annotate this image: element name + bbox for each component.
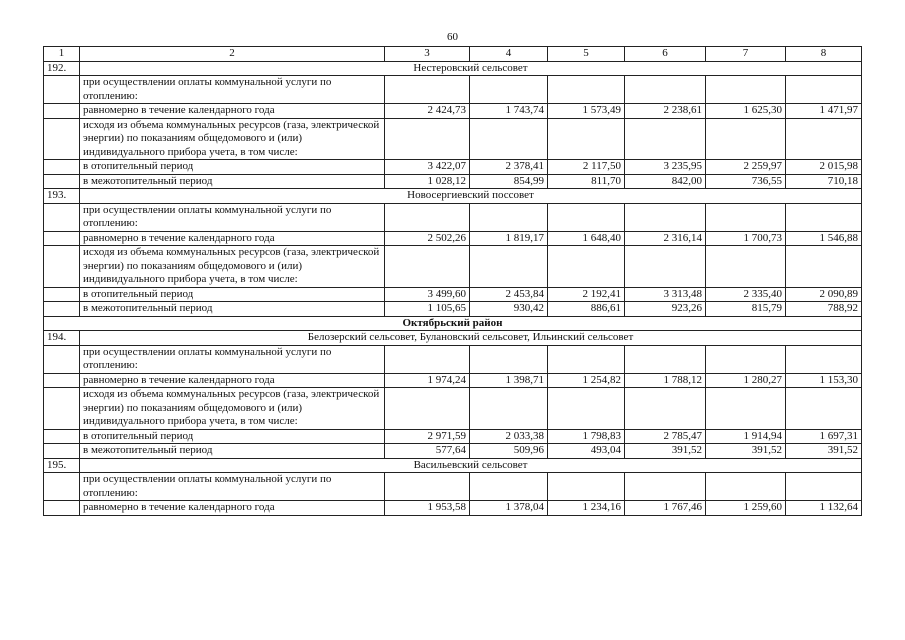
row-label: равномерно в течение календарного года xyxy=(80,373,385,388)
heating-row xyxy=(44,287,862,302)
heating-row xyxy=(44,160,862,175)
value-cell: 1 625,30 xyxy=(706,104,786,119)
empty-cell xyxy=(44,118,80,160)
column-header: 4 xyxy=(470,47,548,62)
empty-cell xyxy=(44,444,80,459)
row-label: в отопительный период xyxy=(80,429,385,444)
empty-cell xyxy=(786,345,862,373)
column-header: 7 xyxy=(706,47,786,62)
row-label: равномерно в течение календарного года xyxy=(80,104,385,119)
empty-cell xyxy=(625,118,706,160)
table-body xyxy=(44,47,862,516)
empty-cell xyxy=(44,473,80,501)
value-cell: 923,26 xyxy=(625,302,706,317)
empty-cell xyxy=(470,345,548,373)
value-cell: 2 259,97 xyxy=(706,160,786,175)
heating-row xyxy=(44,429,862,444)
row-label: равномерно в течение календарного года xyxy=(80,231,385,246)
section-name: Нестеровский сельсовет xyxy=(80,61,862,76)
empty-cell xyxy=(786,118,862,160)
value-cell: 3 422,07 xyxy=(385,160,470,175)
value-cell: 3 499,60 xyxy=(385,287,470,302)
empty-cell xyxy=(44,174,80,189)
value-cell: 2 316,14 xyxy=(625,231,706,246)
empty-cell xyxy=(786,473,862,501)
section-name: Васильевский сельсовет xyxy=(80,458,862,473)
empty-cell xyxy=(786,76,862,104)
empty-cell xyxy=(470,118,548,160)
evenly-row xyxy=(44,231,862,246)
empty-cell xyxy=(44,231,80,246)
value-cell: 493,04 xyxy=(548,444,625,459)
value-cell: 1 573,49 xyxy=(548,104,625,119)
value-cell: 2 971,59 xyxy=(385,429,470,444)
row-label: в межотопительный период xyxy=(80,174,385,189)
value-cell: 1 788,12 xyxy=(625,373,706,388)
value-cell: 1 234,16 xyxy=(548,501,625,516)
empty-cell xyxy=(44,501,80,516)
empty-cell xyxy=(470,388,548,430)
value-cell: 1 398,71 xyxy=(470,373,548,388)
value-cell: 509,96 xyxy=(470,444,548,459)
row-label: при осуществлении оплаты коммунальной услуги по отоплению: xyxy=(80,203,385,231)
value-cell: 1 471,97 xyxy=(786,104,862,119)
value-cell: 1 254,82 xyxy=(548,373,625,388)
intro-row xyxy=(44,473,862,501)
value-cell: 930,42 xyxy=(470,302,548,317)
evenly-row xyxy=(44,373,862,388)
intro-row xyxy=(44,345,862,373)
value-cell: 1 546,88 xyxy=(786,231,862,246)
row-label: исходя из объема коммунальных ресурсов (газа, электрической энергии) по показаниям общедомового и (или) индивидуального прибора учета, в том числе: xyxy=(80,118,385,160)
value-cell: 1 259,60 xyxy=(706,501,786,516)
column-header: 5 xyxy=(548,47,625,62)
value-cell: 1 767,46 xyxy=(625,501,706,516)
empty-cell xyxy=(44,246,80,288)
value-cell: 2 238,61 xyxy=(625,104,706,119)
value-cell: 854,99 xyxy=(470,174,548,189)
value-cell: 811,70 xyxy=(548,174,625,189)
section-header-row xyxy=(44,331,862,346)
section-header-row xyxy=(44,458,862,473)
value-cell: 1 798,83 xyxy=(548,429,625,444)
value-cell: 1 700,73 xyxy=(706,231,786,246)
row-label: равномерно в течение календарного года xyxy=(80,501,385,516)
empty-cell xyxy=(385,246,470,288)
column-header: 8 xyxy=(786,47,862,62)
value-cell: 1 648,40 xyxy=(548,231,625,246)
section-number: 192. xyxy=(44,61,80,76)
basis-row xyxy=(44,388,862,430)
empty-cell xyxy=(706,76,786,104)
evenly-row xyxy=(44,501,862,516)
value-cell: 1 378,04 xyxy=(470,501,548,516)
value-cell: 1 132,64 xyxy=(786,501,862,516)
empty-cell xyxy=(625,76,706,104)
value-cell: 736,55 xyxy=(706,174,786,189)
empty-cell xyxy=(44,76,80,104)
value-cell: 1 743,74 xyxy=(470,104,548,119)
row-label: исходя из объема коммунальных ресурсов (газа, электрической энергии) по показаниям общедомового и (или) индивидуального прибора учета, в том числе: xyxy=(80,388,385,430)
value-cell: 886,61 xyxy=(548,302,625,317)
row-label: при осуществлении оплаты коммунальной услуги по отоплению: xyxy=(80,76,385,104)
page-number: 60 xyxy=(447,31,458,43)
value-cell: 2 335,40 xyxy=(706,287,786,302)
value-cell: 1 697,31 xyxy=(786,429,862,444)
value-cell: 2 033,38 xyxy=(470,429,548,444)
value-cell: 710,18 xyxy=(786,174,862,189)
value-cell: 2 453,84 xyxy=(470,287,548,302)
value-cell: 2 378,41 xyxy=(470,160,548,175)
empty-cell xyxy=(706,246,786,288)
section-number: 195. xyxy=(44,458,80,473)
interheating-row xyxy=(44,174,862,189)
empty-cell xyxy=(385,118,470,160)
empty-cell xyxy=(786,388,862,430)
district-header-row xyxy=(44,316,862,331)
column-header: 3 xyxy=(385,47,470,62)
section-number: 194. xyxy=(44,331,80,346)
basis-row xyxy=(44,246,862,288)
intro-row xyxy=(44,76,862,104)
column-header-row xyxy=(44,47,862,62)
section-number: 193. xyxy=(44,189,80,204)
empty-cell xyxy=(786,203,862,231)
value-cell: 842,00 xyxy=(625,174,706,189)
district-name: Октябрьский район xyxy=(44,316,862,331)
empty-cell xyxy=(786,246,862,288)
interheating-row xyxy=(44,444,862,459)
value-cell: 2 090,89 xyxy=(786,287,862,302)
empty-cell xyxy=(44,160,80,175)
value-cell: 1 028,12 xyxy=(385,174,470,189)
value-cell: 577,64 xyxy=(385,444,470,459)
empty-cell xyxy=(44,302,80,317)
empty-cell xyxy=(385,388,470,430)
empty-cell xyxy=(548,246,625,288)
empty-cell xyxy=(548,473,625,501)
evenly-row xyxy=(44,104,862,119)
empty-cell xyxy=(44,429,80,444)
empty-cell xyxy=(548,118,625,160)
section-name: Белозерский сельсовет, Булановский сельсовет, Ильинский сельсовет xyxy=(80,331,862,346)
value-cell: 1 153,30 xyxy=(786,373,862,388)
row-label: в межотопительный период xyxy=(80,444,385,459)
value-cell: 2 502,26 xyxy=(385,231,470,246)
intro-row xyxy=(44,203,862,231)
value-cell: 2 424,73 xyxy=(385,104,470,119)
value-cell: 391,52 xyxy=(625,444,706,459)
section-name: Новосергиевский поссовет xyxy=(80,189,862,204)
value-cell: 3 313,48 xyxy=(625,287,706,302)
empty-cell xyxy=(385,473,470,501)
empty-cell xyxy=(470,473,548,501)
value-cell: 2 117,50 xyxy=(548,160,625,175)
empty-cell xyxy=(385,76,470,104)
empty-cell xyxy=(385,203,470,231)
empty-cell xyxy=(44,104,80,119)
empty-cell xyxy=(706,345,786,373)
value-cell: 788,92 xyxy=(786,302,862,317)
value-cell: 815,79 xyxy=(706,302,786,317)
empty-cell xyxy=(625,473,706,501)
value-cell: 2 192,41 xyxy=(548,287,625,302)
value-cell: 1 280,27 xyxy=(706,373,786,388)
row-label: в межотопительный период xyxy=(80,302,385,317)
value-cell: 391,52 xyxy=(706,444,786,459)
value-cell: 1 105,65 xyxy=(385,302,470,317)
row-label: при осуществлении оплаты коммунальной услуги по отоплению: xyxy=(80,345,385,373)
empty-cell xyxy=(706,118,786,160)
empty-cell xyxy=(470,203,548,231)
value-cell: 1 819,17 xyxy=(470,231,548,246)
value-cell: 2 785,47 xyxy=(625,429,706,444)
column-header: 2 xyxy=(80,47,385,62)
empty-cell xyxy=(470,76,548,104)
empty-cell xyxy=(625,388,706,430)
value-cell: 391,52 xyxy=(786,444,862,459)
column-header: 6 xyxy=(625,47,706,62)
section-header-row xyxy=(44,61,862,76)
empty-cell xyxy=(44,388,80,430)
tariff-table xyxy=(43,46,862,516)
interheating-row xyxy=(44,302,862,317)
empty-cell xyxy=(548,203,625,231)
empty-cell xyxy=(44,373,80,388)
empty-cell xyxy=(385,345,470,373)
empty-cell xyxy=(44,287,80,302)
value-cell: 1 953,58 xyxy=(385,501,470,516)
empty-cell xyxy=(625,203,706,231)
value-cell: 2 015,98 xyxy=(786,160,862,175)
row-label: в отопительный период xyxy=(80,160,385,175)
empty-cell xyxy=(44,203,80,231)
empty-cell xyxy=(44,345,80,373)
value-cell: 1 974,24 xyxy=(385,373,470,388)
value-cell: 3 235,95 xyxy=(625,160,706,175)
empty-cell xyxy=(706,203,786,231)
value-cell: 1 914,94 xyxy=(706,429,786,444)
basis-row xyxy=(44,118,862,160)
section-header-row xyxy=(44,189,862,204)
empty-cell xyxy=(548,76,625,104)
empty-cell xyxy=(625,345,706,373)
empty-cell xyxy=(706,473,786,501)
empty-cell xyxy=(470,246,548,288)
empty-cell xyxy=(625,246,706,288)
column-header: 1 xyxy=(44,47,80,62)
row-label: в отопительный период xyxy=(80,287,385,302)
empty-cell xyxy=(706,388,786,430)
row-label: при осуществлении оплаты коммунальной услуги по отоплению: xyxy=(80,473,385,501)
empty-cell xyxy=(548,345,625,373)
empty-cell xyxy=(548,388,625,430)
row-label: исходя из объема коммунальных ресурсов (газа, электрической энергии) по показаниям общедомового и (или) индивидуального прибора учета, в том числе: xyxy=(80,246,385,288)
